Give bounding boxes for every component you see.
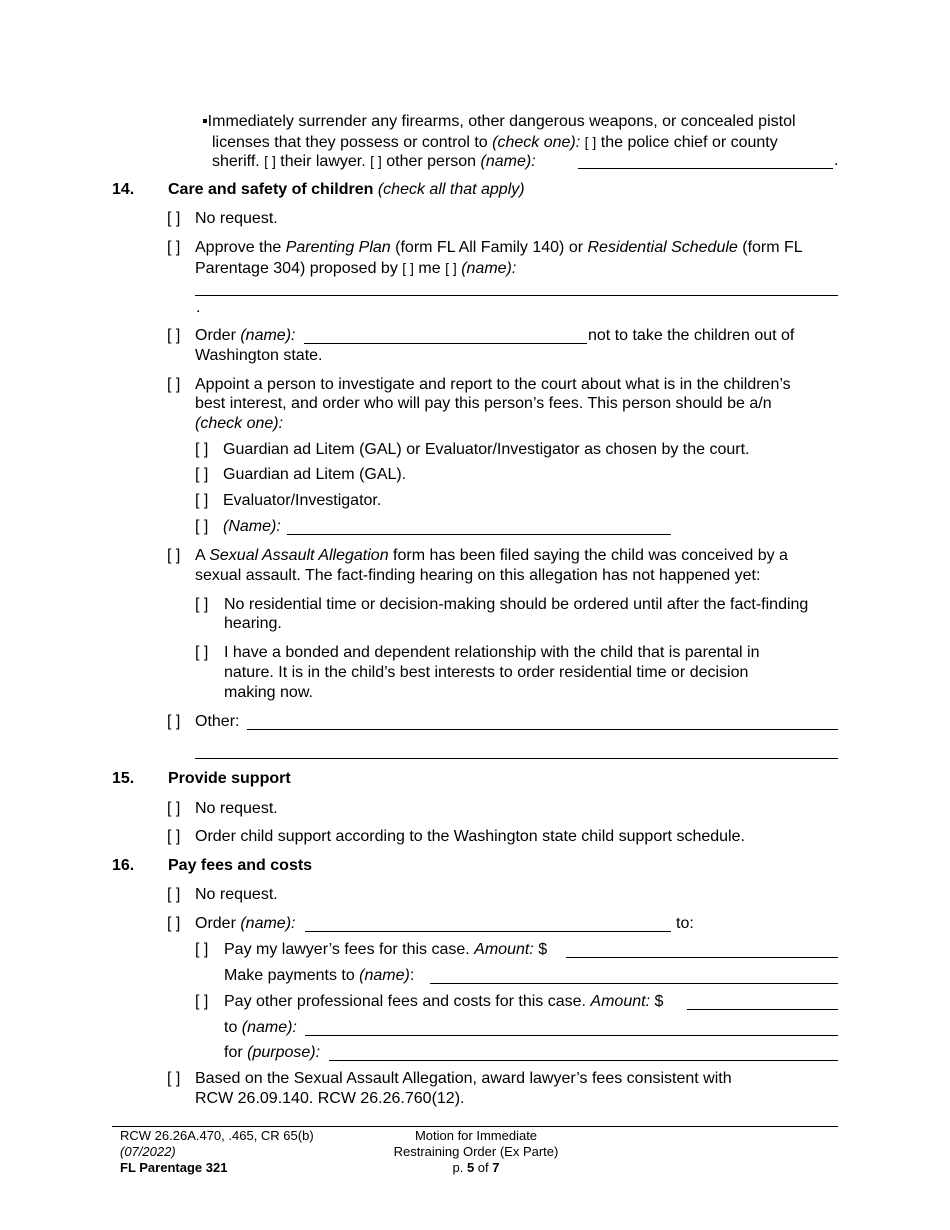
s15-no-request-label: No request. bbox=[195, 800, 278, 817]
s16-sa-award-line2: RCW 26.09.140. RCW 26.26.760(12). bbox=[195, 1090, 465, 1107]
section-14-number: 14. bbox=[112, 181, 135, 198]
s14-named-person-label: (Name): bbox=[223, 518, 281, 535]
firearms-surrender-line2: licenses that they possess or control to (check one): [ ] the police chief or county bbox=[212, 134, 778, 151]
checkbox-16-sa-award[interactable]: [ ] bbox=[167, 1070, 181, 1087]
section-15-title: Provide support bbox=[168, 770, 291, 787]
s14-bonded-line2: nature. It is in the child’s best interests to order residential time or decision bbox=[224, 664, 749, 681]
s14-no-residential-line1: No residential time or decision-making should be ordered until after the fact-finding bbox=[224, 596, 809, 613]
s15-order-support-label: Order child support according to the Washington state child support schedule. bbox=[195, 828, 745, 845]
firearms-surrender-line1: ▪Immediately surrender any firearms, other dangerous weapons, or concealed pistol bbox=[202, 113, 796, 130]
s14-sexual-assault-line2: sexual assault. The fact-finding hearing on this allegation has not happened yet: bbox=[195, 567, 761, 584]
s14-sexual-assault-line1: A Sexual Assault Allegation form has been filed saying the child was conceived by a bbox=[195, 547, 788, 564]
section-16-title: Pay fees and costs bbox=[168, 857, 313, 874]
firearms-surrender-line3: sheriff. [ ] their lawyer. [ ] other person (name): bbox=[212, 153, 536, 170]
s14-approve-plan-line2: Parentage 304) proposed by [ ] me [ ] (name): bbox=[195, 260, 517, 277]
checkbox-14-gal-or-evaluator[interactable]: [ ] bbox=[195, 441, 209, 458]
s14-gal-or-evaluator-label: Guardian ad Litem (GAL) or Evaluator/Investigator as chosen by the court. bbox=[223, 441, 750, 458]
s14-bonded-line3: making now. bbox=[224, 684, 313, 701]
checkbox-14-no-residential[interactable]: [ ] bbox=[195, 596, 209, 613]
make-payments-name-field[interactable] bbox=[430, 983, 838, 984]
s14-order-line2: Washington state. bbox=[195, 347, 323, 364]
lawyer-fees-amount-field[interactable] bbox=[566, 957, 838, 958]
other-fees-purpose-field[interactable] bbox=[329, 1060, 838, 1061]
period: . bbox=[196, 299, 201, 316]
section-14-title: Care and safety of children (check all that apply) bbox=[168, 181, 525, 198]
named-person-field[interactable] bbox=[287, 534, 671, 535]
s14-gal-label: Guardian ad Litem (GAL). bbox=[223, 466, 407, 483]
s14-order-end: not to take the children out of bbox=[588, 327, 795, 344]
checkbox-14-approve-plan[interactable]: [ ] bbox=[167, 239, 181, 256]
s16-no-request-label: No request. bbox=[195, 886, 278, 903]
section-15-number: 15. bbox=[112, 770, 135, 787]
checkbox-15-no-request[interactable]: [ ] bbox=[167, 800, 181, 817]
checkbox-their-lawyer[interactable]: [ ] bbox=[264, 153, 276, 169]
s14-appoint-line2: best interest, and order who will pay this person’s fees. This person should be a/n bbox=[195, 395, 772, 412]
checkbox-16-lawyer-fees[interactable]: [ ] bbox=[195, 941, 209, 958]
footer-date: (07/2022) bbox=[120, 1144, 176, 1159]
checkbox-other-person[interactable]: [ ] bbox=[370, 153, 382, 169]
proposed-by-name-field[interactable] bbox=[195, 295, 838, 296]
order-fees-name-field[interactable] bbox=[305, 931, 671, 932]
s14-other-label: Other: bbox=[195, 713, 240, 730]
s16-to-name-label: to (name): bbox=[224, 1019, 297, 1036]
checkbox-proposed-by-me[interactable]: [ ] bbox=[402, 260, 414, 276]
checkbox-14-order-not-take[interactable]: [ ] bbox=[167, 327, 181, 344]
s16-make-payments-label: Make payments to (name): bbox=[224, 967, 415, 984]
bullet-marker: ▪ bbox=[202, 113, 208, 130]
other-person-name-field[interactable] bbox=[578, 168, 833, 169]
other-field-line1[interactable] bbox=[247, 729, 838, 730]
s14-no-residential-line2: hearing. bbox=[224, 615, 282, 632]
checkbox-14-gal[interactable]: [ ] bbox=[195, 466, 209, 483]
footer-rule bbox=[112, 1126, 838, 1127]
s14-appoint-line1: Appoint a person to investigate and report to the court about what is in the children’s bbox=[195, 376, 791, 393]
footer-rcw: RCW 26.26A.470, .465, CR 65(b) bbox=[120, 1128, 314, 1143]
other-fees-amount-field[interactable] bbox=[687, 1009, 838, 1010]
s16-for-purpose-label: for (purpose): bbox=[224, 1044, 321, 1061]
checkbox-16-no-request[interactable]: [ ] bbox=[167, 886, 181, 903]
other-field-line2[interactable] bbox=[195, 758, 838, 759]
checkbox-14-no-request[interactable]: [ ] bbox=[167, 210, 181, 227]
checkbox-16-order[interactable]: [ ] bbox=[167, 915, 181, 932]
checkbox-15-order-support[interactable]: [ ] bbox=[167, 828, 181, 845]
period: . bbox=[834, 152, 839, 169]
checkbox-proposed-by-name[interactable]: [ ] bbox=[445, 260, 457, 276]
footer-page-number: p. 5 of 7 bbox=[452, 1160, 500, 1175]
checkbox-14-evaluator[interactable]: [ ] bbox=[195, 492, 209, 509]
footer-form-id: FL Parentage 321 bbox=[120, 1160, 228, 1175]
s14-approve-plan-line1: Approve the Parenting Plan (form FL All Family 140) or Residential Schedule (form FL bbox=[195, 239, 803, 256]
s14-bonded-line1: I have a bonded and dependent relationship with the child that is parental in bbox=[224, 644, 760, 661]
checkbox-16-other-fees[interactable]: [ ] bbox=[195, 993, 209, 1010]
s14-appoint-line3: (check one): bbox=[195, 415, 284, 432]
footer-title-line1: Motion for Immediate bbox=[414, 1128, 538, 1143]
s16-to-label: to: bbox=[676, 915, 694, 932]
section-16-number: 16. bbox=[112, 857, 135, 874]
s16-lawyer-fees-label: Pay my lawyer’s fees for this case. Amount: $ bbox=[224, 941, 548, 958]
s16-sa-award-line1: Based on the Sexual Assault Allegation, award lawyer’s fees consistent with bbox=[195, 1070, 732, 1087]
checkbox-14-sexual-assault[interactable]: [ ] bbox=[167, 547, 181, 564]
s14-order-label: Order (name): bbox=[195, 327, 296, 344]
checkbox-14-named-person[interactable]: [ ] bbox=[195, 518, 209, 535]
checkbox-14-bonded[interactable]: [ ] bbox=[195, 644, 209, 661]
checkbox-police-chief[interactable]: [ ] bbox=[584, 134, 597, 150]
checkbox-14-other[interactable]: [ ] bbox=[167, 713, 181, 730]
order-not-take-name-field[interactable] bbox=[304, 343, 587, 344]
checkbox-14-appoint[interactable]: [ ] bbox=[167, 376, 181, 393]
other-fees-to-name-field[interactable] bbox=[305, 1035, 838, 1036]
s14-evaluator-label: Evaluator/Investigator. bbox=[223, 492, 382, 509]
footer-title-line2: Restraining Order (Ex Parte) bbox=[393, 1144, 559, 1159]
s16-other-fees-label: Pay other professional fees and costs for this case. Amount: $ bbox=[224, 993, 664, 1010]
s14-no-request-label: No request. bbox=[195, 210, 278, 227]
s16-order-label: Order (name): bbox=[195, 915, 296, 932]
